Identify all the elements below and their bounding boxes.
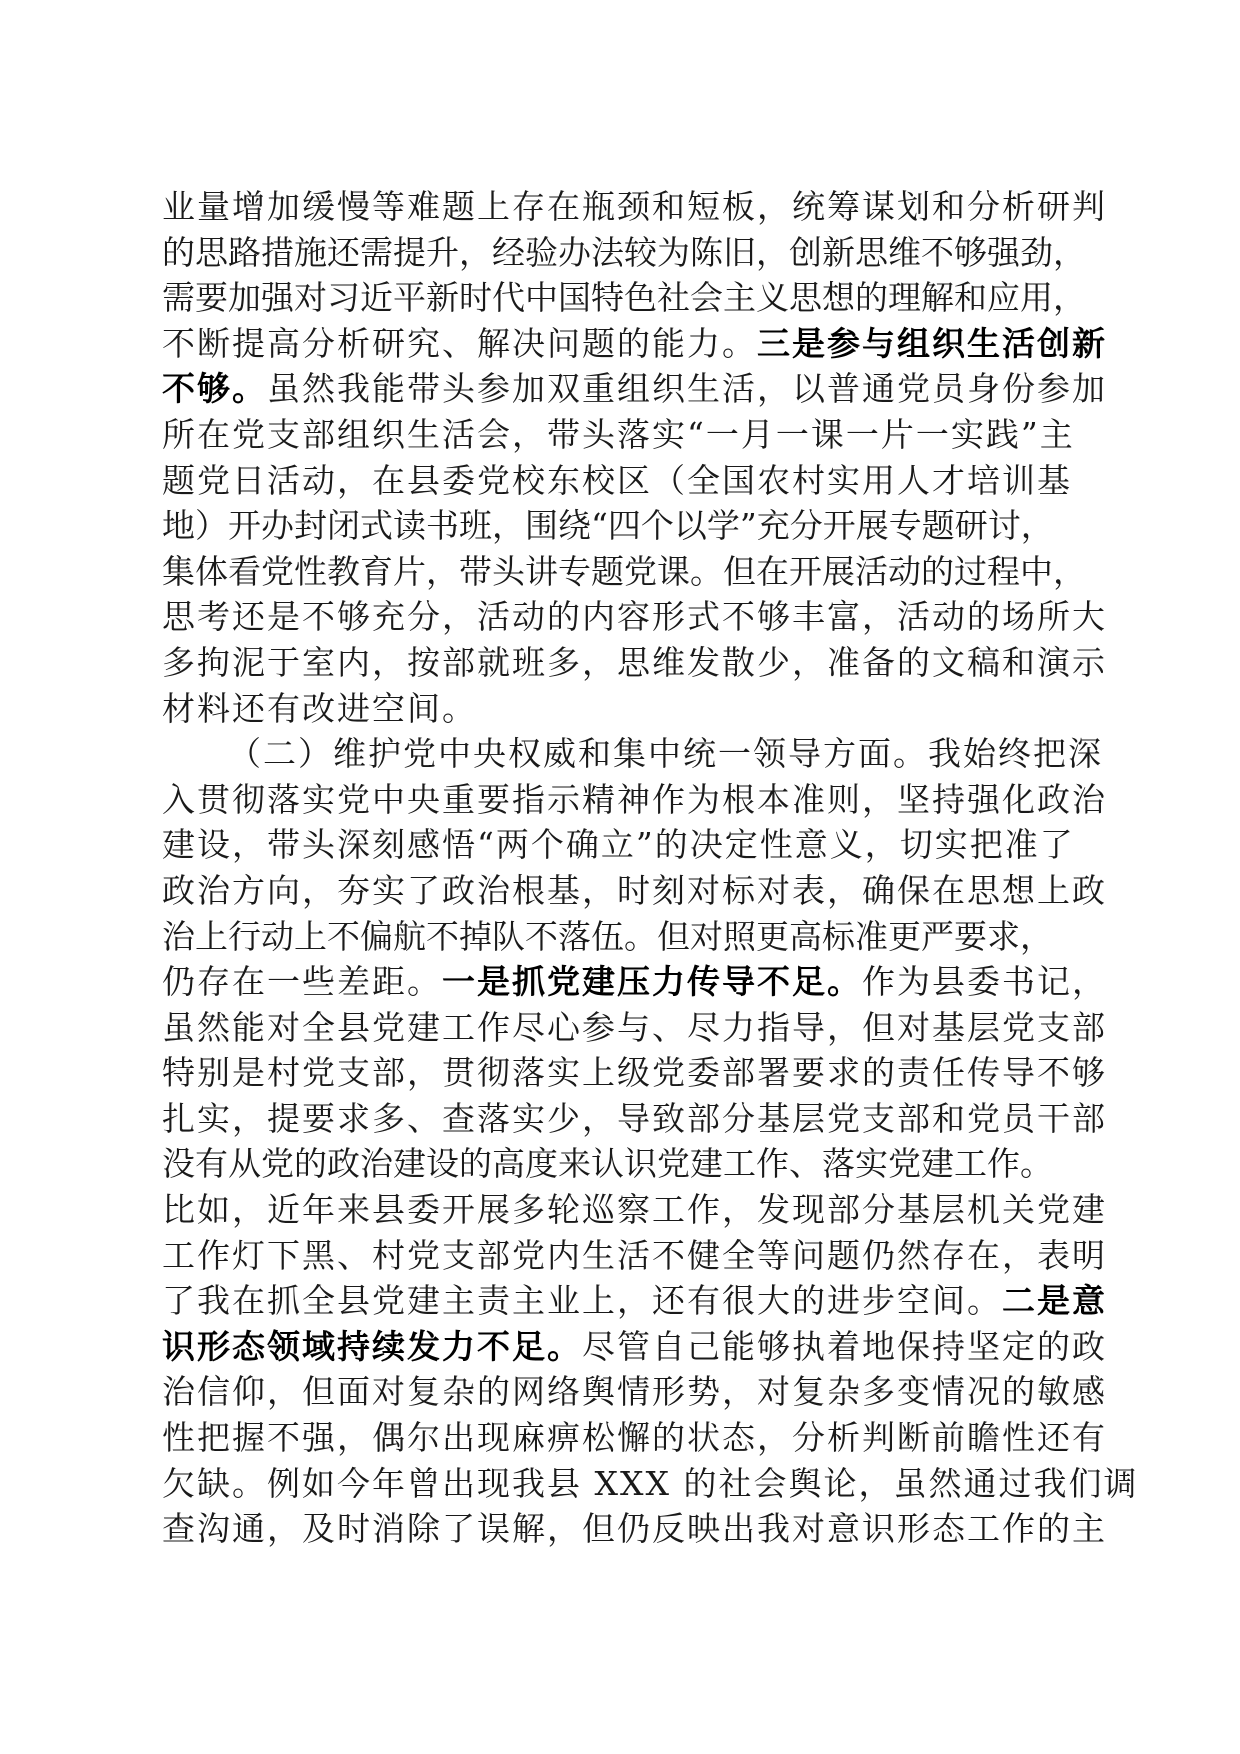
body-text: 虽然我能带头参加双重组织生活，以普通党员身份参加 [267, 369, 1107, 409]
body-text: 查沟通，及时消除了误解，但仍反映出我对意识形态工作的主 [162, 1509, 1107, 1549]
body-text: 了我在抓全县党建主责主业上，还有很大的进步空间。 [162, 1281, 1002, 1321]
text-line [162, 822, 1082, 868]
text-line [162, 412, 1082, 458]
text-line [162, 1278, 1107, 1324]
body-text: （二）维护党中央权威和集中统一领导方面。 [228, 734, 928, 774]
body-text: 建设，带头深刻感悟“两个确立”的决定性意义，切实把准了 [162, 825, 1075, 865]
text-line [162, 1005, 1107, 1051]
text-line [162, 1187, 1107, 1233]
body-text: 我始终把深 [928, 734, 1103, 774]
body-text: 不断提高分析研究、解决问题的能力。 [162, 323, 757, 363]
body-text: 比如，近年来县委开展多轮巡察工作，发现部分基层机关党建 [162, 1190, 1107, 1230]
text-line [162, 1050, 1107, 1096]
text-line [162, 1233, 1107, 1279]
bold-heading-text: 一是抓党建压力传导不足。 [442, 962, 862, 1002]
document-page [162, 184, 1139, 1552]
body-text: 政治方向，夯实了政治根基，时刻对标对表，确保在思想上政 [162, 870, 1107, 910]
body-text: 材料还有改进空间。 [162, 688, 477, 728]
text-line [162, 914, 1082, 960]
body-text: 没有从党的政治建设的高度来认识党建工作、落实党建工作。 [162, 1144, 1053, 1184]
body-text: 尽管自己能够执着地保持坚定的政 [582, 1326, 1107, 1366]
body-text: 业量增加缓慢等难题上存在瓶颈和短板，统筹谋划和分析研判 [162, 187, 1107, 226]
body-text: 治信仰，但面对复杂的网络舆情形势，对复杂多变情况的敏感 [162, 1372, 1107, 1412]
text-line [162, 1506, 1107, 1552]
bold-heading-text: 不够。 [162, 369, 267, 409]
text-line [162, 1141, 1082, 1187]
body-text: 需要加强对习近平新时代中国特色社会主义思想的理解和应用， [162, 278, 1086, 318]
body-text: 思考还是不够充分，活动的内容形式不够丰富，活动的场所大 [162, 597, 1107, 637]
text-line [162, 230, 1086, 276]
text-line [162, 184, 1107, 230]
text-line [162, 1461, 1139, 1507]
body-text: 扎实，提要求多、查落实少，导致部分基层党支部和党员干部 [162, 1098, 1107, 1138]
body-text: 作为县委书记， [862, 962, 1107, 1002]
body-text: 欠缺。例如今年曾出现我县 XXX 的社会舆论，虽然通过我们调 [162, 1463, 1139, 1503]
text-line [162, 1369, 1107, 1415]
text-line [162, 275, 1086, 321]
text-line [162, 1096, 1107, 1142]
body-text: 虽然能对全县党建工作尽心参与、尽力指导，但对基层党支部 [162, 1007, 1107, 1047]
text-line [162, 959, 1107, 1005]
body-text: 的思路措施还需提升，经验办法较为陈旧，创新思维不够强劲， [162, 232, 1086, 272]
text-line [162, 594, 1107, 640]
body-text: 仍存在一些差距。 [162, 962, 442, 1002]
text-line [162, 458, 1082, 504]
body-text: 性把握不强，偶尔出现麻痹松懈的状态，分析判断前瞻性还有 [162, 1418, 1107, 1458]
body-text: 治上行动上不偏航不掉队不落伍。但对照更高标准更严要求， [162, 916, 1053, 956]
text-line [162, 868, 1107, 914]
body-text: 集体看党性教育片，带头讲专题党课。但在开展活动的过程中， [162, 551, 1086, 591]
text-line [162, 1415, 1107, 1461]
text-line [162, 777, 1107, 823]
bold-heading-text: 三是参与组织生活创新 [757, 323, 1107, 363]
text-line [162, 686, 1082, 732]
bold-heading-text: 二是意 [1002, 1281, 1107, 1321]
body-text: 多拘泥于室内，按部就班多，思维发散少，准备的文稿和演示 [162, 642, 1107, 682]
text-line [162, 321, 1107, 367]
text-line [162, 549, 1086, 595]
text-line [162, 731, 1103, 777]
body-text: 所在党支部组织生活会，带头落实“一月一课一片一实践”主 [162, 414, 1075, 454]
body-text: 题党日活动，在县委党校东校区（全国农村实用人才培训基 [162, 460, 1072, 500]
body-text: 入贯彻落实党中央重要指示精神作为根本准则，坚持强化政治 [162, 779, 1107, 819]
bold-heading-text: 识形态领域持续发力不足。 [162, 1326, 582, 1366]
text-line [162, 366, 1107, 412]
body-text: 地）开办封闭式读书班，围绕“四个以学”充分开展专题研讨， [162, 506, 1054, 546]
text-line [162, 640, 1107, 686]
body-text: 特别是村党支部，贯彻落实上级党委部署要求的责任传导不够 [162, 1053, 1107, 1093]
text-line [162, 1324, 1107, 1370]
text-line [162, 503, 1082, 549]
body-text: 工作灯下黑、村党支部党内生活不健全等问题仍然存在，表明 [162, 1235, 1107, 1275]
